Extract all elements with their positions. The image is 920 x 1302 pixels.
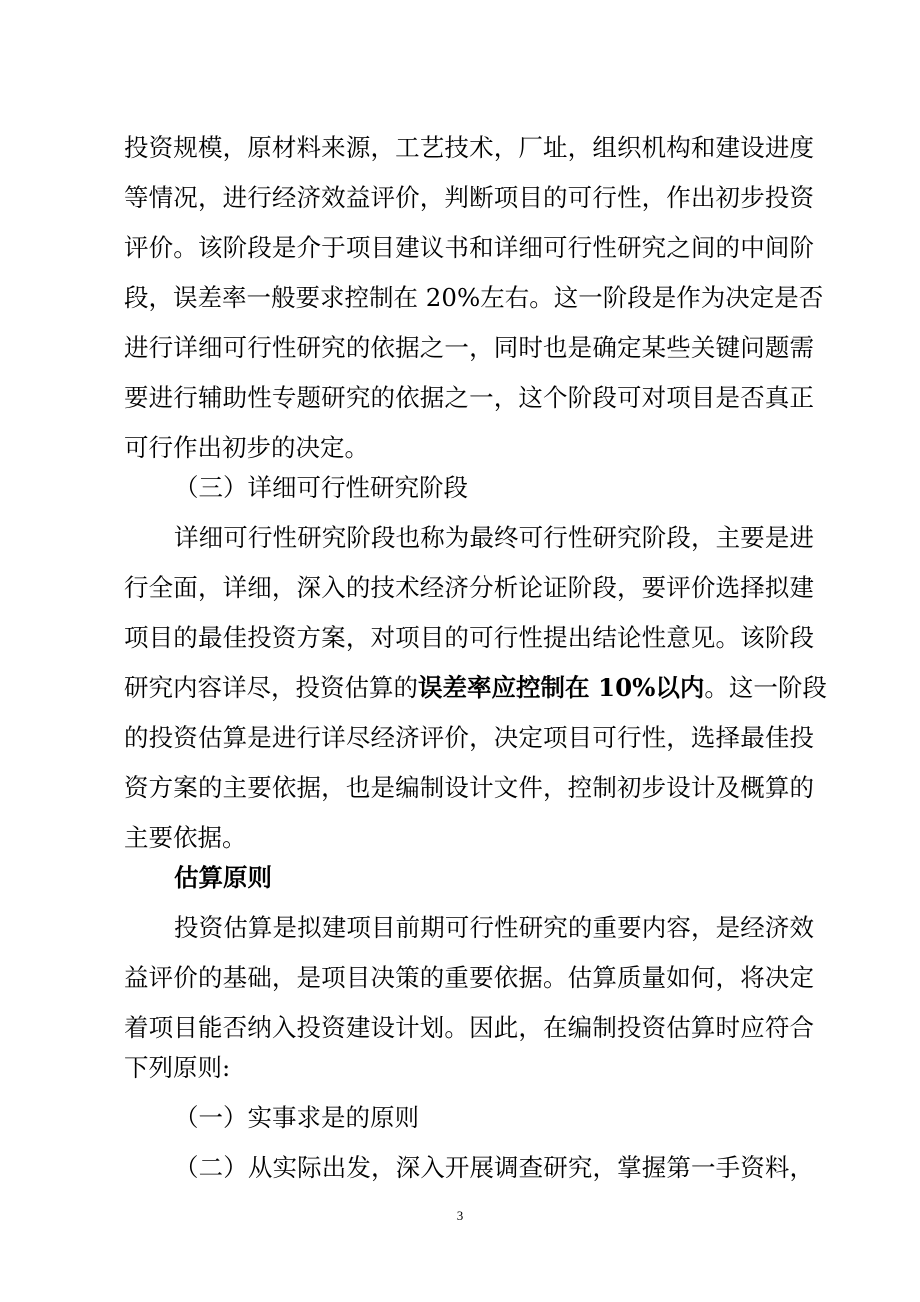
paragraph-line: 着项目能否纳入投资建设计划。因此，在编制投资估算时应符合 <box>124 1013 814 1042</box>
paragraph-line: 行全面，详细，深入的技术经济分析论证阶段，要评价选择拟建 <box>124 573 814 602</box>
section-heading-3: （三）详细可行性研究阶段 <box>174 473 468 502</box>
paragraph-line: 段，误差率一般要求控制在 20%左右。这一阶段是作为决定是否 <box>124 283 824 312</box>
paragraph-line: 要进行辅助性专题研究的依据之一，这个阶段可对项目是否真正 <box>124 383 814 412</box>
paragraph-line: 的投资估算是进行详尽经济评价，决定项目可行性，选择最佳投 <box>124 723 814 752</box>
paragraph-line: 资方案的主要依据，也是编制设计文件，控制初步设计及概算的 <box>124 773 814 802</box>
paragraph-line: 项目的最佳投资方案，对项目的可行性提出结论性意见。该阶段 <box>124 623 814 652</box>
paragraph-line: 等情况，进行经济效益评价，判断项目的可行性，作出初步投资 <box>124 183 814 212</box>
paragraph-text: 研究内容详尽，投资估算的 <box>124 673 418 702</box>
paragraph-text: 。这一阶段 <box>704 673 827 702</box>
paragraph-line: 下列原则: <box>124 1053 231 1082</box>
page-number: 3 <box>456 1208 464 1223</box>
paragraph-line: 可行作出初步的决定。 <box>124 433 369 462</box>
emphasis-text: 误差率应控制在 10%以内 <box>418 673 705 702</box>
principle-item-1: （一）实事求是的原则 <box>174 1103 419 1132</box>
paragraph-line-with-emphasis <box>124 668 827 708</box>
paragraph-line: 益评价的基础，是项目决策的重要依据。估算质量如何，将决定 <box>124 963 814 992</box>
paragraph-line: 详细可行性研究阶段也称为最终可行性研究阶段，主要是进 <box>174 523 814 552</box>
paragraph-line: 评价。该阶段是介于项目建议书和详细可行性研究之间的中间阶 <box>124 233 814 262</box>
paragraph-line: 投资估算是拟建项目前期可行性研究的重要内容，是经济效 <box>174 913 814 942</box>
paragraph-line: 投资规模，原材料来源，工艺技术，厂址，组织机构和建设进度 <box>124 133 814 162</box>
paragraph-line: 进行详细可行性研究的依据之一，同时也是确定某些关键问题需 <box>124 333 814 362</box>
principle-item-2: （二）从实际出发，深入开展调查研究，掌握第一手资料， <box>174 1153 814 1182</box>
estimation-principles-heading: 估算原则 <box>174 863 272 892</box>
paragraph-line: 主要依据。 <box>124 823 247 852</box>
